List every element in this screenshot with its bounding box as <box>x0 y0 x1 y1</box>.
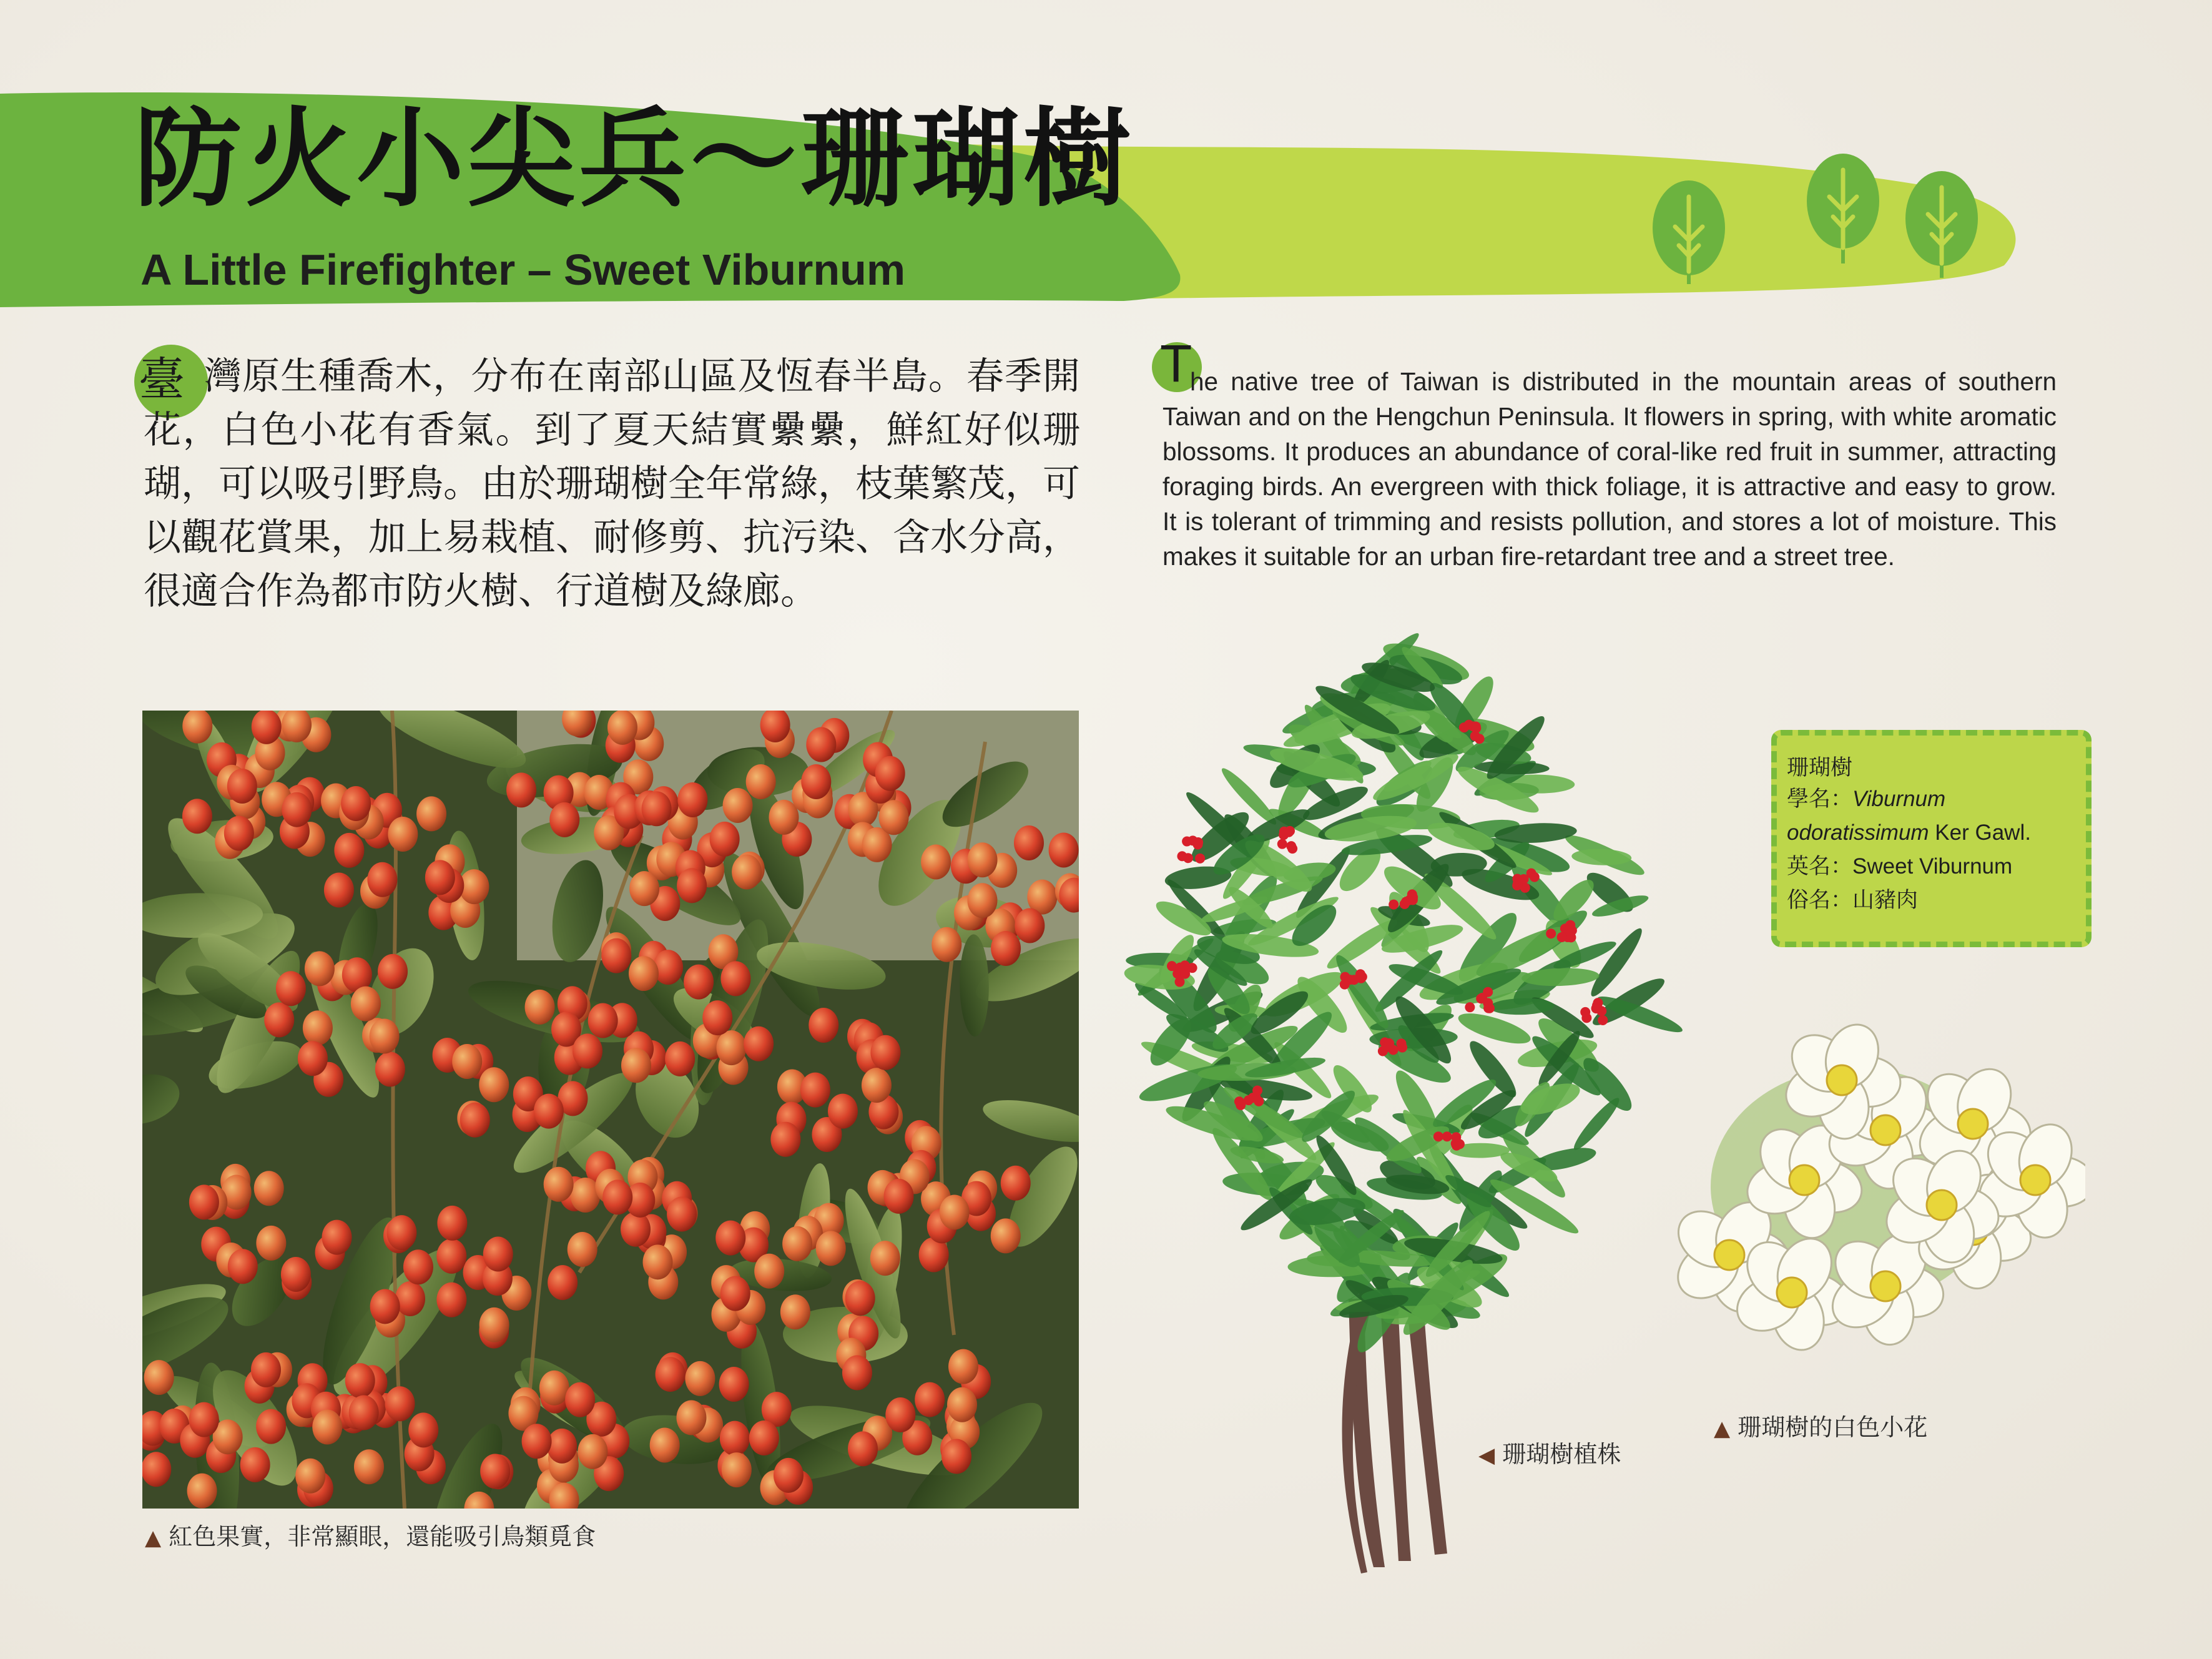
berry <box>1049 832 1079 867</box>
berry <box>544 1167 574 1202</box>
berry <box>702 1000 732 1035</box>
berry <box>722 1452 752 1487</box>
berry <box>305 951 335 986</box>
red-fruit <box>1254 1096 1264 1106</box>
berry <box>479 1067 509 1102</box>
sci-genus: Viburnum <box>1852 787 1946 811</box>
berry <box>539 1371 569 1405</box>
berry <box>388 817 418 852</box>
red-fruit <box>1177 851 1187 861</box>
berry <box>375 1051 405 1086</box>
red-fruit <box>1565 920 1575 930</box>
intro-text-zh <box>144 350 1080 618</box>
berry <box>720 1421 750 1456</box>
red-fruit <box>1477 993 1487 1003</box>
flower-center <box>1827 1065 1857 1095</box>
berry <box>142 1452 171 1487</box>
berry <box>573 1033 602 1068</box>
berry <box>276 971 306 1006</box>
berry <box>710 822 740 857</box>
berry <box>144 1360 174 1395</box>
berry <box>685 1361 715 1396</box>
berry <box>676 1401 706 1435</box>
berry <box>1015 908 1045 943</box>
triangle-left-icon: ◀ <box>1478 1443 1495 1468</box>
berry <box>565 1382 595 1417</box>
red-fruit <box>1384 1038 1394 1048</box>
berry <box>809 1008 838 1043</box>
berry <box>483 1237 513 1272</box>
red-fruit <box>1519 874 1529 884</box>
berry <box>547 1429 577 1464</box>
berry <box>720 1276 750 1311</box>
berry <box>870 1035 900 1070</box>
berry <box>828 1094 858 1129</box>
berry <box>568 1232 597 1267</box>
info-common-name: 俗名：山豬肉 <box>1787 888 1919 912</box>
berry <box>629 956 659 991</box>
triangle-up-icon: ▲ <box>145 1525 162 1550</box>
sci-species: odoratissimum <box>1787 820 1929 845</box>
red-fruit <box>1442 1131 1452 1141</box>
red-fruit <box>1580 1007 1590 1017</box>
berry <box>931 927 961 962</box>
flower-center <box>1777 1277 1807 1307</box>
sci-label: 學名： <box>1787 787 1853 811</box>
fruit-photo <box>142 711 1079 1509</box>
berry <box>684 965 714 1000</box>
berry <box>354 1449 384 1484</box>
berry <box>437 1206 467 1241</box>
berry <box>1001 1166 1031 1201</box>
flower-center <box>1870 1271 1900 1301</box>
berry <box>940 1194 970 1229</box>
foliage-leaf <box>1521 967 1600 987</box>
flower-center <box>1714 1240 1744 1270</box>
berry <box>425 860 455 895</box>
berry <box>351 987 381 1021</box>
berry <box>848 1431 878 1466</box>
berry <box>677 868 707 903</box>
berry <box>948 1349 978 1384</box>
sci-author: Ker Gawl. <box>1929 820 2031 845</box>
berry <box>643 1244 673 1279</box>
berry <box>367 862 397 897</box>
red-fruit <box>1557 932 1567 942</box>
berry <box>303 1010 333 1045</box>
berry <box>403 1249 433 1284</box>
berry <box>416 796 446 831</box>
berry <box>677 782 707 817</box>
berry <box>816 1231 846 1266</box>
triangle-up-icon: ▲ <box>1714 1416 1731 1441</box>
red-fruit <box>1355 969 1365 979</box>
berry <box>770 1122 800 1157</box>
berry <box>774 1458 804 1493</box>
berry <box>254 1171 284 1206</box>
berry <box>991 1218 1021 1253</box>
foliage-leaf <box>1570 1094 1624 1154</box>
red-fruit <box>1465 1002 1475 1012</box>
info-name: 珊瑚樹 <box>1787 756 1853 780</box>
berry <box>754 1254 784 1289</box>
intro-text-en <box>1163 364 2057 574</box>
berry <box>298 1041 328 1076</box>
berry <box>607 711 637 745</box>
intro-body-en: he native tree of Taiwan is distributed in the mountain areas of southern Taiwan and on the Hengchun Peninsula. It flowers in spring, with white aromatic blossoms. It produces an abundance of coral-like red fruit in summer, attracting foraging birds. An evergreen with thick foliage, it is attractive and easy to grow. It is tolerant of trimming and resists pollution, and stores a lot of moisture. This makes it suitable for an urban fire-retardant tree and a street tree. <box>1163 367 2057 571</box>
fruit-caption <box>145 1517 596 1552</box>
berry <box>408 1412 438 1447</box>
red-fruit <box>1451 1132 1461 1142</box>
red-fruit <box>1546 928 1556 938</box>
berry <box>602 1179 632 1214</box>
berry <box>252 711 282 744</box>
berry <box>588 1003 618 1038</box>
berry <box>312 1410 342 1445</box>
berry <box>578 1434 607 1469</box>
berry <box>264 1002 294 1037</box>
berry <box>875 756 905 791</box>
berry <box>460 1103 490 1138</box>
red-fruit <box>1598 1015 1608 1025</box>
red-fruit <box>1284 827 1294 837</box>
berry <box>436 1282 466 1317</box>
foliage <box>1123 628 1685 1358</box>
berry <box>719 1367 749 1402</box>
red-fruit <box>1182 837 1192 847</box>
flower-center <box>1789 1165 1819 1195</box>
berry <box>534 1094 564 1129</box>
info-english-name: 英名：Sweet Viburnum <box>1787 854 2013 879</box>
berry <box>601 938 631 973</box>
berry <box>224 816 254 851</box>
berry <box>870 1241 900 1276</box>
red-fruit <box>1340 980 1350 990</box>
berry <box>842 1356 872 1391</box>
berry <box>941 1439 971 1474</box>
berry <box>716 1030 746 1065</box>
berry <box>629 871 659 906</box>
trunks <box>1342 1286 1447 1573</box>
red-fruit <box>1193 837 1203 847</box>
berry <box>549 802 579 837</box>
flowers-illustration <box>1648 993 2085 1380</box>
berry <box>436 1239 466 1274</box>
flower-center <box>2020 1165 2050 1195</box>
berry <box>650 1427 680 1462</box>
berry <box>452 1044 482 1079</box>
berry <box>915 1382 945 1417</box>
berry <box>845 1281 875 1316</box>
info-scientific-name-2 <box>1787 822 2031 844</box>
red-fruit <box>1566 932 1576 942</box>
flower-center <box>1870 1115 1900 1145</box>
red-fruit <box>1195 854 1205 864</box>
berry <box>744 1026 774 1061</box>
info-scientific-name <box>1787 788 1945 810</box>
berry <box>256 1226 286 1261</box>
red-fruit <box>1530 872 1540 882</box>
flower-center <box>1927 1190 1957 1220</box>
berry <box>862 1068 892 1103</box>
red-fruit <box>1408 895 1418 905</box>
berry <box>879 800 909 835</box>
berry <box>656 1357 686 1392</box>
flower-center <box>1958 1109 1988 1139</box>
berry <box>884 1179 914 1214</box>
berry <box>370 1289 400 1324</box>
intro-body-zh: 灣原生種喬木，分布在南部山區及恆春半島。春季開花，白色小花有香氣。到了夏天結實纍纍，鮮紅好似珊瑚，可以吸引野鳥。由於珊瑚樹全年常綠，枝葉繁茂，可以觀花賞果，加上易栽植、耐修剪、抗污染、含水分高，很適合作為都市防火樹、行道樹及綠廊。 <box>144 355 1080 613</box>
red-fruit <box>1252 1086 1262 1096</box>
red-fruit <box>1397 1038 1407 1048</box>
berry <box>749 1420 779 1455</box>
berry <box>715 1221 745 1256</box>
berry <box>525 990 555 1025</box>
page-title: 防火小尖兵～珊瑚樹 <box>134 95 1134 222</box>
berry <box>522 1424 552 1459</box>
tree-caption-text: 珊瑚樹植株 <box>1502 1440 1621 1468</box>
red-fruit <box>1389 900 1398 910</box>
red-fruit <box>1180 960 1190 970</box>
page-subtitle: A Little Firefighter – Sweet Viburnum <box>140 245 906 294</box>
berry <box>720 961 750 996</box>
berry <box>349 1395 379 1430</box>
flowers-caption-text: 珊瑚樹的白色小花 <box>1738 1414 1928 1441</box>
dropcap-zh: 臺 <box>139 353 185 406</box>
berry <box>746 764 776 799</box>
berry <box>281 1257 311 1292</box>
red-fruit <box>1471 723 1481 733</box>
berry <box>732 854 762 889</box>
berry <box>806 727 836 762</box>
berry <box>921 845 951 880</box>
berry <box>240 1447 270 1482</box>
berry <box>345 1363 375 1398</box>
berry <box>182 799 212 834</box>
berry <box>282 792 312 827</box>
berry <box>378 954 408 989</box>
berry <box>642 791 672 826</box>
berry <box>667 1197 697 1232</box>
berry <box>506 772 536 807</box>
tree-caption <box>1478 1435 1621 1469</box>
flowers-caption <box>1714 1408 1927 1442</box>
berry <box>370 1019 400 1054</box>
red-fruit <box>1277 839 1287 849</box>
berry <box>621 1048 651 1083</box>
berry <box>334 833 364 868</box>
berry <box>479 1307 509 1342</box>
berry <box>295 1459 325 1494</box>
dropcap-en: T <box>1160 334 1192 393</box>
berry <box>324 872 354 907</box>
red-fruit <box>1175 977 1185 987</box>
berry <box>621 1212 651 1247</box>
berry <box>968 842 998 877</box>
berry <box>947 1387 977 1422</box>
berry <box>780 1294 810 1329</box>
red-fruit <box>1591 1003 1601 1013</box>
berry <box>480 1454 510 1489</box>
berry <box>189 1402 219 1437</box>
berry <box>967 883 997 918</box>
berry <box>251 1352 281 1387</box>
berry <box>322 1220 352 1255</box>
berry <box>187 1474 217 1509</box>
berry <box>723 788 753 823</box>
fruit-caption-text: 紅色果實，非常顯眼，還能吸引鳥類覓食 <box>169 1523 596 1550</box>
berry <box>385 1386 415 1421</box>
berry <box>665 1041 695 1076</box>
red-fruit <box>1433 1131 1443 1141</box>
berry <box>991 931 1021 966</box>
berry <box>227 769 257 804</box>
berry <box>256 1409 286 1444</box>
berry <box>386 1215 416 1250</box>
berry <box>782 1226 812 1261</box>
berry <box>189 1184 219 1219</box>
red-fruit <box>1378 1046 1388 1056</box>
berry <box>548 1265 578 1300</box>
berry <box>801 764 831 799</box>
red-fruit <box>1287 844 1297 854</box>
berry <box>885 1397 915 1432</box>
berry <box>395 1281 425 1316</box>
berry <box>800 1073 830 1108</box>
foliage-leaf <box>1571 848 1632 866</box>
red-fruit <box>1236 1100 1246 1110</box>
berry <box>1014 825 1044 860</box>
berry <box>341 786 371 821</box>
berry <box>228 1249 258 1284</box>
